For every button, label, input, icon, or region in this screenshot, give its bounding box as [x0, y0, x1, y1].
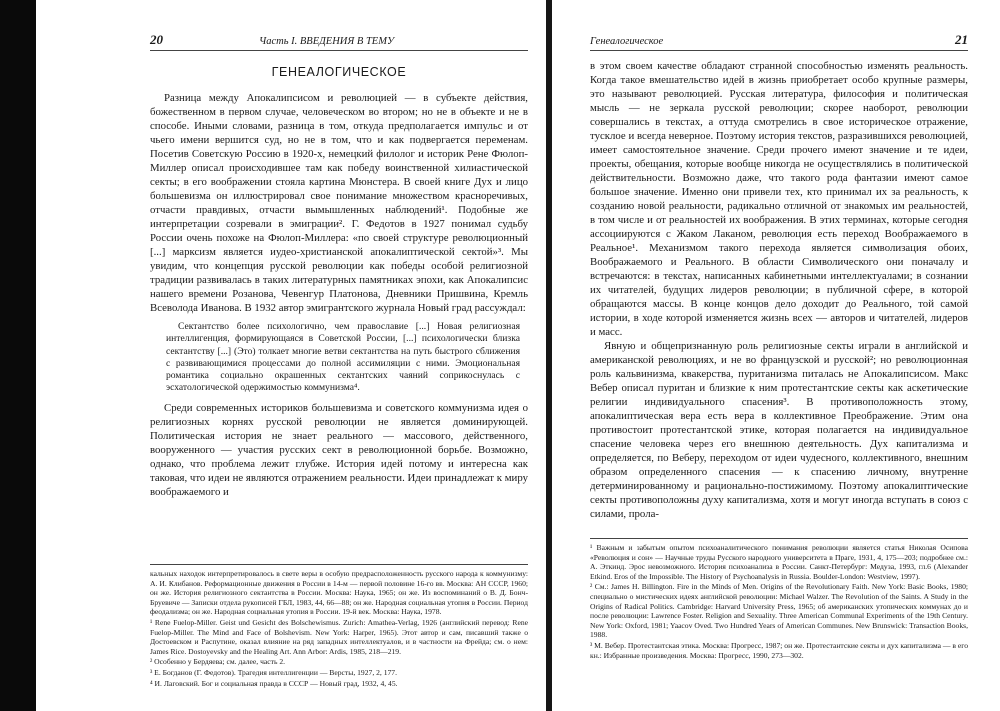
footnote: ¹ Rene Fuelop-Miller. Geist und Gesicht des Bolschewismus. Zurich: Amathea-Verlag, 1926 (английский перевод: Rene Fuelop-Miller. The Mind and Face of Bolshevism. New York: Harper, 1965). Этот автор и сам, писавший также о Достоевском и Распутине, оказал влияние на ряд западных интеллектуалов, и в частности на Фрейда; см. о нем: James Rice. Dostoyevsky and the Healing Art. Ann Arbor: Ardis, 1985, 218—219. — [150, 617, 528, 656]
footnote: ² См.: James H. Billington. Fire in the Minds of Men. Origins of the Revolutionary Faith. New York: Basic Books, 1980; специально о мистических идеях английской революции: Michael Walzer. The Revolution of the Saints. A Study in the Origins of Radical Politics. Cambridge: Harvard University Press, 1965; об американских утопических коммунах до и после революции: Lawrence Foster. Religion and Sexuality. Three American Communal Experiments of the 19th Century. New York: Oxford, 1981; Yaacov Oved. Two Hundred Years of American Communes. New Brunswick: Transaction Books, 1988. — [590, 582, 968, 640]
block-quote: Сектантство более психологично, чем православие [...] Новая религиозная интеллигенция, формирующаяся в Советской России, [...] психологически близка сектантству [...] (Это) толкает многие ветви сектантства на путь быстрого сближения с развивающимися процессами до полной ассимиляции с ними. Эмоциональная романтика социально окрашенных сектантских чаяний соприкоснулась с эсхатологической одержимостью коммунизма⁴. — [166, 321, 520, 394]
left-running-head-text: Часть I. ВВЕДЕНИЯ В ТЕМУ — [259, 36, 395, 47]
book-spine-shadow — [0, 0, 36, 711]
left-page — [150, 32, 528, 688]
right-page-number: 21 — [955, 32, 968, 47]
footnote: ¹ Важным и забытым опытом психоаналитического понимания революции является статья Николая Осипова «Революция и сон» — Научные труды Русского народного университета в Праге, 1931, 4, 175—203; подробнее см.: А. Эткинд. Эрос невозможного. История психоанализа в России. Санкт-Петербург: Медуза, 1993, гл.6 (Alexander Etkind. Eros of the Impossible. The History of Psychoanalysis in Russia. Boulder-London: Westview, 1997). — [590, 543, 968, 581]
right-page — [590, 32, 968, 660]
page-gutter — [546, 0, 552, 711]
right-running-head-text: Генеалогическое — [590, 36, 664, 47]
left-paragraph: Разница между Апокалипсисом и революцией — в субъекте действия, божественном в первом случае, человеческом во втором; но не в объекте и не в способе. Иными словами, разница в том, откуда предполагается импульс и от чьего имени вершится суд, но не в том, что и как подвергается переменам. Посетив Советскую Россию в 1920-х, немецкий филолог и историк Рене Фюлоп-Миллер описал происходившее там как победу воинственной хилиастической секты; в его воображении стояла картина Мюнстера. В своей книге Дух и лицо большевизма он иллюстрировал свое понимание множеством красноречивых, отчасти правдивых, отчасти вымышленных наблюдений¹. Подобные же интерпретации созревали в эмиграции². Г. Федотов в 1927 понимал судьбу России очень похоже на Фюлоп-Миллера: «по своей структуре революционный [...] марксизм является иудео-христианской апокалиптической сектой»³. Мы увидим, что концепция русской революции как победы особой религиозной традиции развивалась в таких литературных памятниках эпохи, как Апокалипсис нашего времени Розанова, Чевенгур Платонова, Дневники Пришвина, Кремль Всеволода Иванова. В 1932 автор эмигрантского журнала Новый град рассуждал: — [150, 92, 528, 314]
left-page-number: 20 — [150, 32, 163, 47]
right-running-head — [590, 32, 968, 51]
footnote: ⁴ И. Лаговский. Бог и социальная правда в СССР — Новый град, 1932, 4, 45. — [150, 678, 398, 688]
right-footnotes — [590, 538, 968, 661]
footnote: кальных находок интерпретировалось в свете веры в особую предрасположенность русского народа к коммунизму: А. И. Клибанов. Реформационные движения в России в 14-м — первой половине 16-го вв. Москва: АН СССР, 1960; он же. История религиозного сектантства в России. Москва: Наука, 1965; он же. Из воспоминаний о В. Д. Бонч-Бруевиче — Записки отдела рукописей ГБЛ, 1983, 44, 66—88; он же. Народная социальная утопия в России. Период феодализма; он же. Народная социальная утопия в России. 19-й век. Москва: Наука, 1978. — [150, 569, 528, 617]
left-running-head — [150, 32, 528, 51]
footnote: ² Особенно у Бердяева; см. далее, часть 2. — [150, 657, 286, 667]
right-paragraph: в этом своем качестве обладают странной способностью изменять реальность. Когда такое вмешательство идей в жизнь приобретает особо крупные размеры, это называют революцией. Русская литература, философия и политическая мысль — не зеркала русской революции; скорее наоборот, революции совершались в текстах, а оттуда смотрелись в свое историческое отражение, тусклое и всегда неверное. Поэтому история текстов, разразившихся революцией, имеет самостоятельное значение. Среди прочего имеют значение и те идеи, проекты, обещания, которые вообще никогда не осуществлялись в политической действительности. Возможно даже, что такого рода фантазии имеют самое большое значение. Именно они привели тех, кто принимал их за реальность, к созданию новой реальности, радикально отличной от знакомых им реальностей, в том числе и от реальностей их воображения. В этих терминах, которые сегодня ассоциируются с Жаком Лаканом, революция есть переход Воображаемого в Реальное¹. Механизмом такого перехода является символизация обоих, Воображаемого и Реального. В области Символического они поначалу и встречаются: в текстах, написанных кабинетными интеллектуалами; в сознании их читателей, будущих лидеров революции; в публичной сфере, в которой обращаются массы. В конце концов дело доходит до Реального, той самой истории, в ходе которой изменяется жизнь всех — авторов и читателей, лидеров и масс. — [590, 60, 968, 338]
left-paragraph-after-quote: Среди современных историков большевизма и советского коммунизма идея о религиозных корнях русской революции не является доминирующей. Политическая история не знает реального — массового, действенного, вооруженного — участия русских сект в революционной борьбе. Возможно, однако, что проблема лежит глубже. История идей потому и интересна как таковая, что идеи не являются отражением реальности. Идеи принадлежат к миру воображаемого и — [150, 401, 528, 498]
footnote: ³ М. Вебер. Протестантская этика. Москва: Прогресс, 1987; он же. Протестантские секты и дух капитализма — в его кн.: Избранные произведения. Москва: Прогресс, 1990, 273—302. — [590, 640, 968, 660]
chapter-title: ГЕНЕАЛОГИЧЕСКОЕ — [271, 65, 407, 79]
footnote: ³ Е. Богданов (Г. Федотов). Трагедия интеллигенции — Версты, 1927, 2, 177. — [150, 667, 397, 677]
right-paragraph: Явную и общепризнанную роль религиозные секты играли в английской и американской революциях, и не во французской и русской²; но революционная роль кальвинизма, квакерства, пуританизма питалась не Апокалипсисом. Макс Вебер описал пуритан и близкие к ним протестантские секты как аскетические религии индивидуального спасения³. В противоположность этому, апокалиптическая вера есть вера в коллективное Преображение. Этим она противостоит протестантской этике, которая полагается на индивидуальное спасение человека через его внешнюю деятельность. Дух капитализма и определяется, по Веберу, переходом от идеи чудесного, коллективного, внешним образом определенного спасения — к спасению личному, внутренне детерминированному и рационально-постижимому. Поэтому апокалиптические секты противоположны духу капитализма, хотя и могут иногда вступать в союз с силами, прола- — [590, 340, 968, 520]
left-footnotes — [150, 564, 528, 689]
